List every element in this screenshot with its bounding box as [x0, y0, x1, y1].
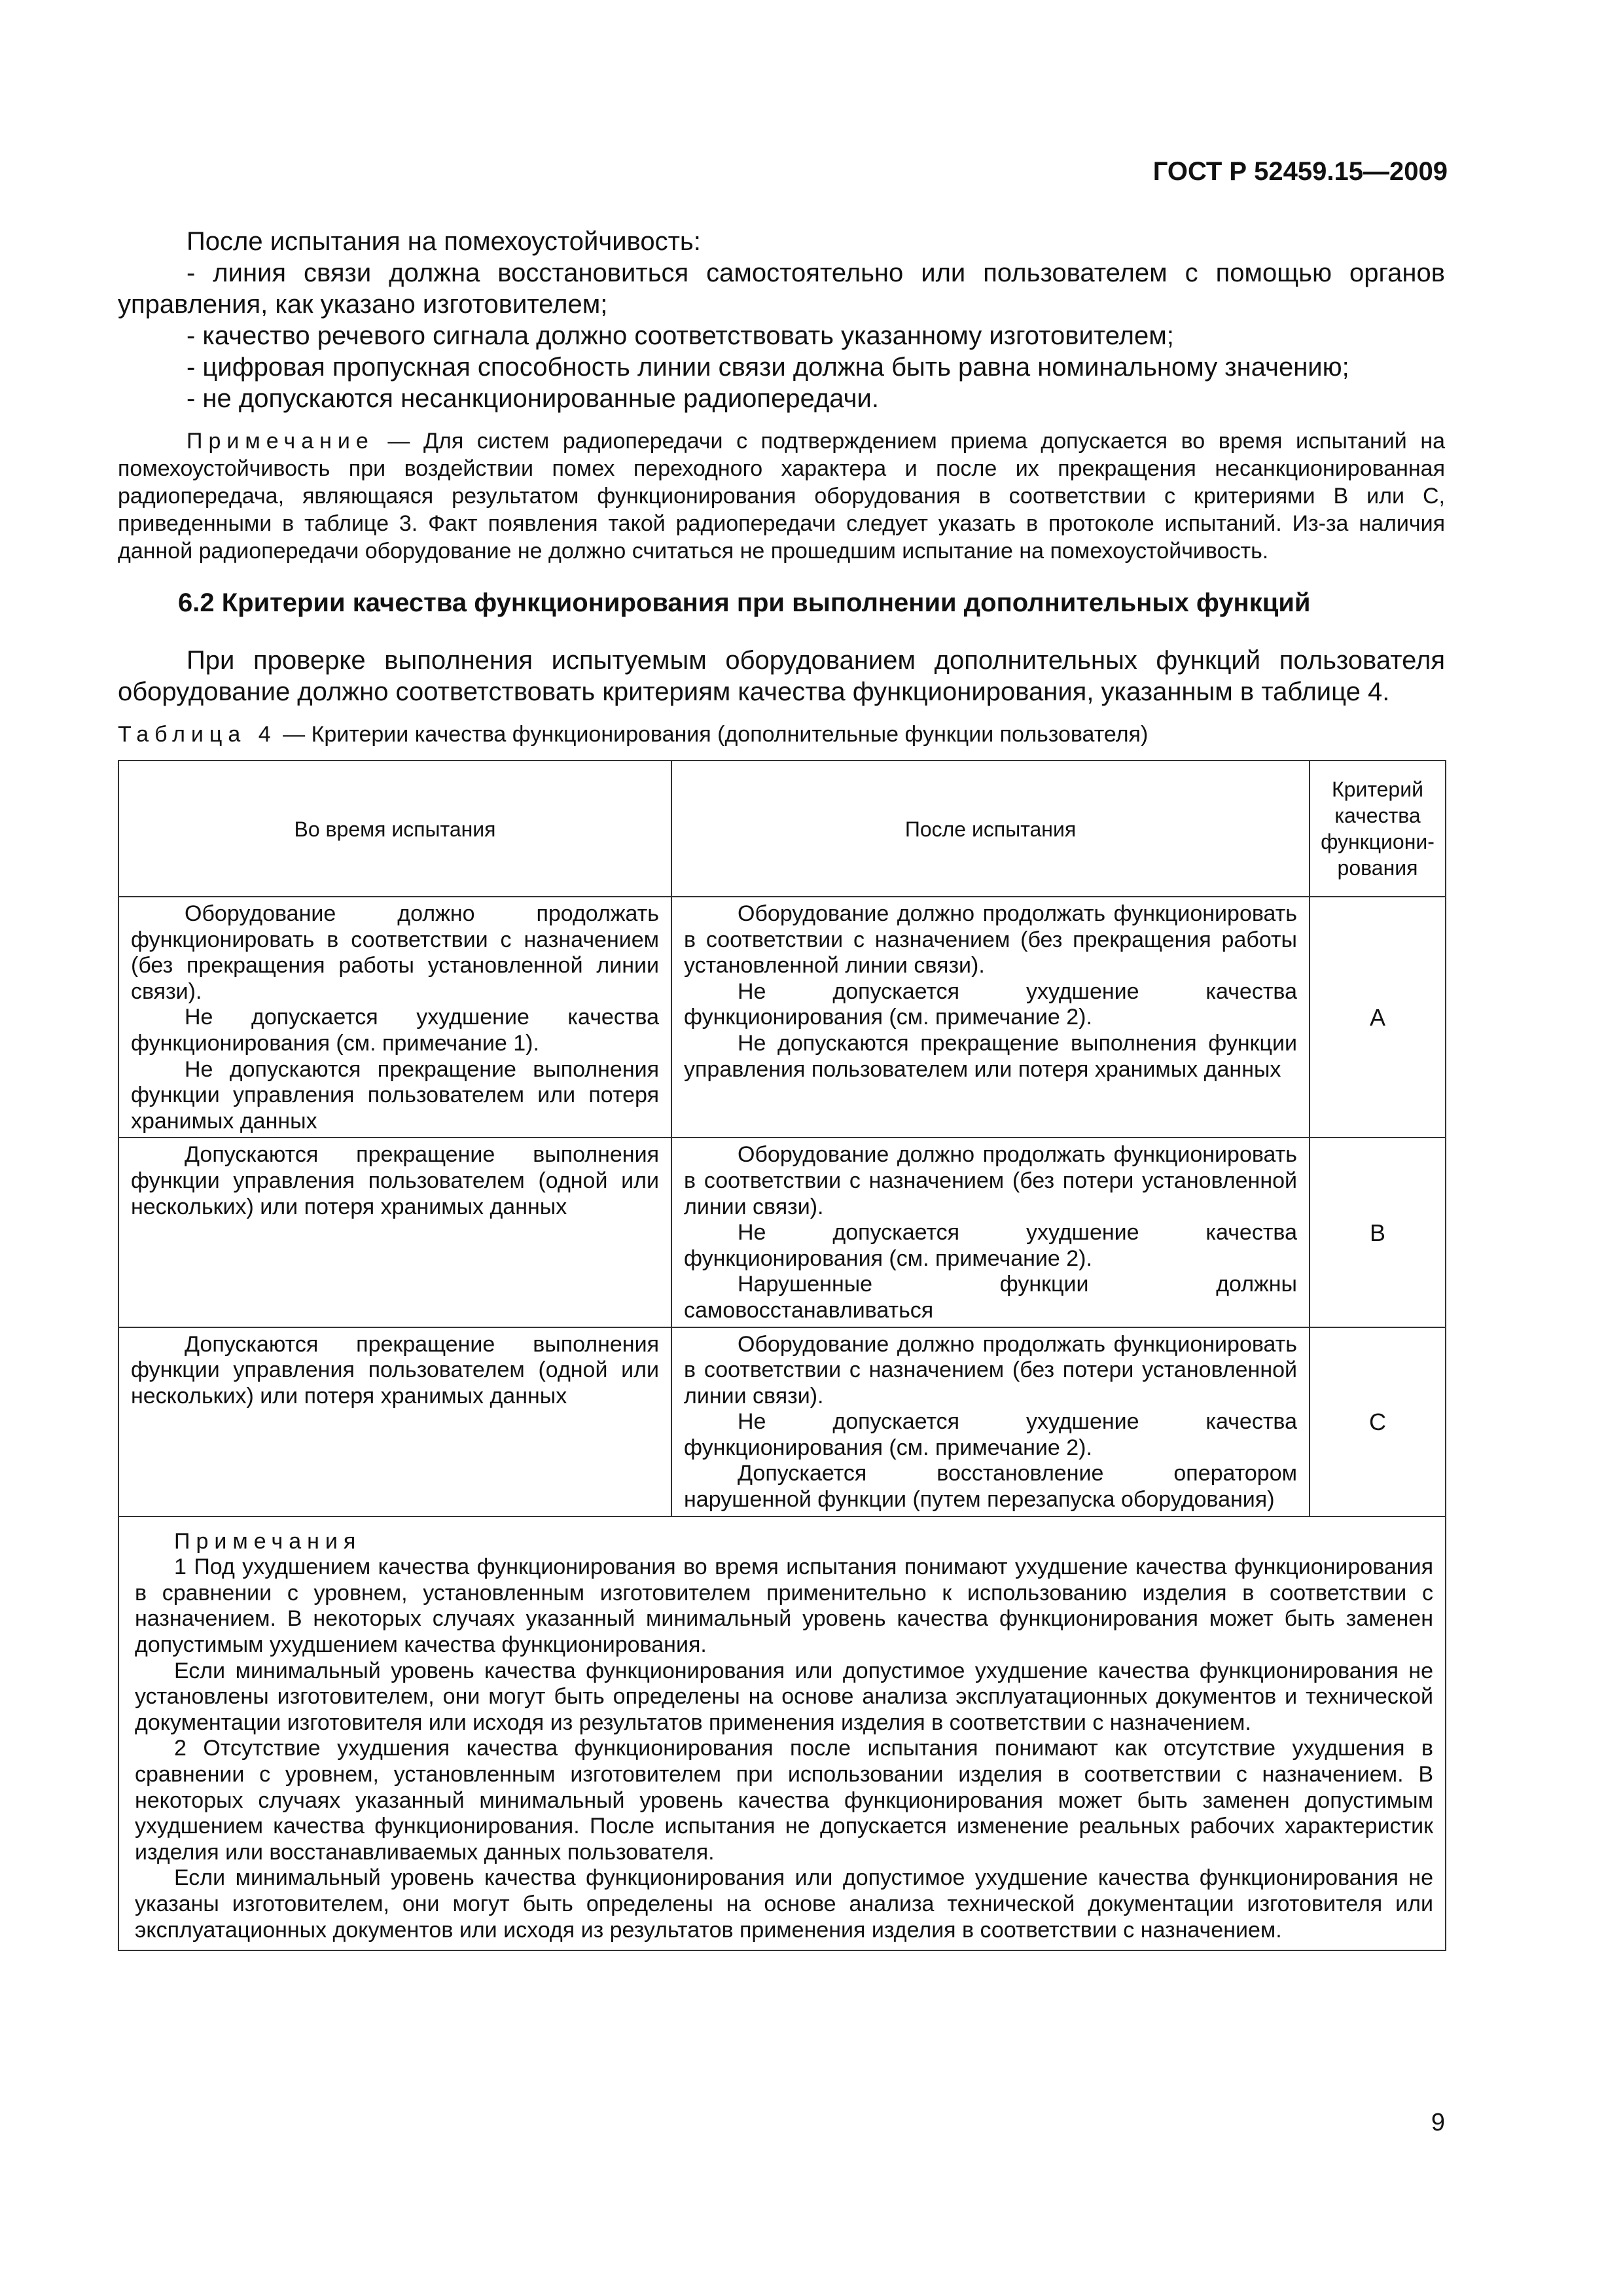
cell-paragraph: Нарушенные функции должны самовосстанавливаться: [684, 1272, 1297, 1323]
document-number: ГОСТ Р 52459.15—2009: [1152, 157, 1448, 186]
cell-after: [671, 1327, 1310, 1516]
cell-paragraph: Оборудование должно продолжать функционировать в соответствии с назначением (без потери установленной линии связи).: [684, 1142, 1297, 1219]
cell-paragraph: Не допускается ухудшение качества функционирования (см. примечание 1).: [131, 1005, 659, 1056]
table-caption-label: Таблица 4: [118, 722, 277, 747]
cell-criterion: В: [1310, 1138, 1446, 1327]
cell-paragraph: Не допускаются прекращение выполнения функции управления пользователем или потеря хранимых данных: [131, 1056, 659, 1134]
cell-paragraph: Не допускается ухудшение качества функционирования (см. примечание 2).: [684, 1409, 1297, 1460]
table-row: [118, 1327, 1446, 1516]
cell-paragraph: Допускаются прекращение выполнения функции управления пользователем (одной или нескольких) или потеря хранимых данных: [131, 1331, 659, 1408]
cell-criterion: С: [1310, 1327, 1446, 1516]
table-row: [118, 897, 1446, 1138]
cell-paragraph: Допускаются прекращение выполнения функции управления пользователем (одной или нескольких) или потеря хранимых данных: [131, 1142, 659, 1219]
notes-title: Примечания: [174, 1528, 362, 1554]
cell-during: [118, 1138, 671, 1327]
cell-paragraph: Не допускаются прекращение выполнения функции управления пользователем или потеря хранимых данных: [684, 1030, 1297, 1082]
cell-paragraph: Оборудование должно продолжать функционировать в соответствии с назначением (без потери установленной линии связи).: [684, 1331, 1297, 1408]
cell-paragraph: Оборудование должно продолжать функционировать в соответствии с назначением (без прекращения работы установленной линии связи).: [131, 901, 659, 1004]
table-notes: [118, 1516, 1446, 1951]
cell-paragraph: Оборудование должно продолжать функционировать в соответствии с назначением (без прекращения работы установленной линии связи).: [684, 901, 1297, 978]
cell-paragraph: Допускается восстановление оператором нарушенной функции (путем перезапуска оборудования): [684, 1461, 1297, 1513]
cell-during: [118, 897, 671, 1138]
note-label: Примечание: [187, 429, 374, 454]
table-caption-text: — Критерии качества функционирования (дополнительные функции пользователя): [276, 722, 1149, 747]
section-text: При проверке выполнения испытуемым оборудованием дополнительных функций пользователя оборудование должно соответствовать критериям качества функционирования, указанным в таблице 4.: [118, 646, 1445, 706]
cell-criterion: А: [1310, 897, 1446, 1138]
table-row: [118, 1138, 1446, 1327]
table-header-row: [118, 761, 1446, 897]
page-number: 9: [1431, 2109, 1445, 2136]
cell-paragraph: Не допускается ухудшение качества функционирования (см. примечание 2).: [684, 1220, 1297, 1271]
intro-item: - не допускаются несанкционированные радиопередачи.: [187, 384, 879, 413]
note-text: — Для систем радиопередачи с подтверждением приема допускается во время испытаний на помехоустойчивость при воздействии помех переходного характера и после их прекращения несанкционированная радиопередача, являющаяся результатом функционирования оборудования в соответствии с критериями В или С, приведенными в таблице 3. Факт появления такой радиопередачи следует указать в протоколе испытаний. Из-за наличия данной радиопередачи оборудование не должно считаться не прошедшим испытание на помехоустойчивость.: [118, 429, 1445, 564]
note-paragraph: Если минимальный уровень качества функционирования или допустимое ухудшение качества функционирования не указаны изготовителем, они могут быть определены на основе анализа технической документации изготовителя или эксплуатационных документов или исходя из результатов применения изделия в соответствии с назначением.: [135, 1865, 1433, 1943]
cell-after: [671, 897, 1310, 1138]
criteria-table: [118, 760, 1446, 1951]
note-paragraph: Если минимальный уровень качества функционирования или допустимое ухудшение качества функционирования не установлены изготовителем, они могут быть определены на основе анализа эксплуатационных документов и технической документации изготовителя или исходя из результатов применения изделия в соответствии с назначением.: [135, 1658, 1433, 1735]
note-paragraph: 2 Отсутствие ухудшения качества функционирования после испытания понимают как отсутствие ухудшения в сравнении с уровнем, установленным изготовителем при использовании изделия в соответствии с назначением. В некоторых случаях указанный минимальный уровень качества функционирования может быть заменен допустимым ухудшением качества функционирования. После испытания не допускается изменение реальных рабочих характеристик изделия или восстанавливаемых данных пользователя.: [135, 1736, 1433, 1865]
column-header-criterion: Критерий качества функциони-рования: [1310, 761, 1446, 897]
intro-lead: После испытания на помехоустойчивость:: [187, 227, 701, 256]
page-content: [118, 226, 1445, 1951]
column-header-during: Во время испытания: [118, 761, 671, 897]
table-notes-row: [118, 1516, 1446, 1951]
cell-during: [118, 1327, 671, 1516]
intro-item: - линия связи должна восстановиться самостоятельно или пользователем с помощью органов управления, как указано изготовителем;: [118, 259, 1445, 319]
intro-item: - качество речевого сигнала должно соответствовать указанному изготовителем;: [187, 321, 1174, 350]
cell-after: [671, 1138, 1310, 1327]
note-paragraph: 1 Под ухудшением качества функционирования во время испытания понимают ухудшение качества функционирования в сравнении с уровнем, установленным изготовителем применительно к использованию изделия в соответствии с назначением. В некоторых случаях указанный минимальный уровень качества функционирования может быть заменен допустимым ухудшением качества функционирования.: [135, 1554, 1433, 1658]
intro-note: [118, 427, 1445, 565]
section-heading: 6.2 Критерии качества функционирования при выполнении дополнительных функций: [178, 588, 1311, 617]
intro-item: - цифровая пропускная способность линии связи должна быть равна номинальному значению;: [187, 353, 1349, 382]
column-header-after: После испытания: [671, 761, 1310, 897]
cell-paragraph: Не допускается ухудшение качества функционирования (см. примечание 2).: [684, 978, 1297, 1030]
table-caption: [118, 721, 1445, 748]
